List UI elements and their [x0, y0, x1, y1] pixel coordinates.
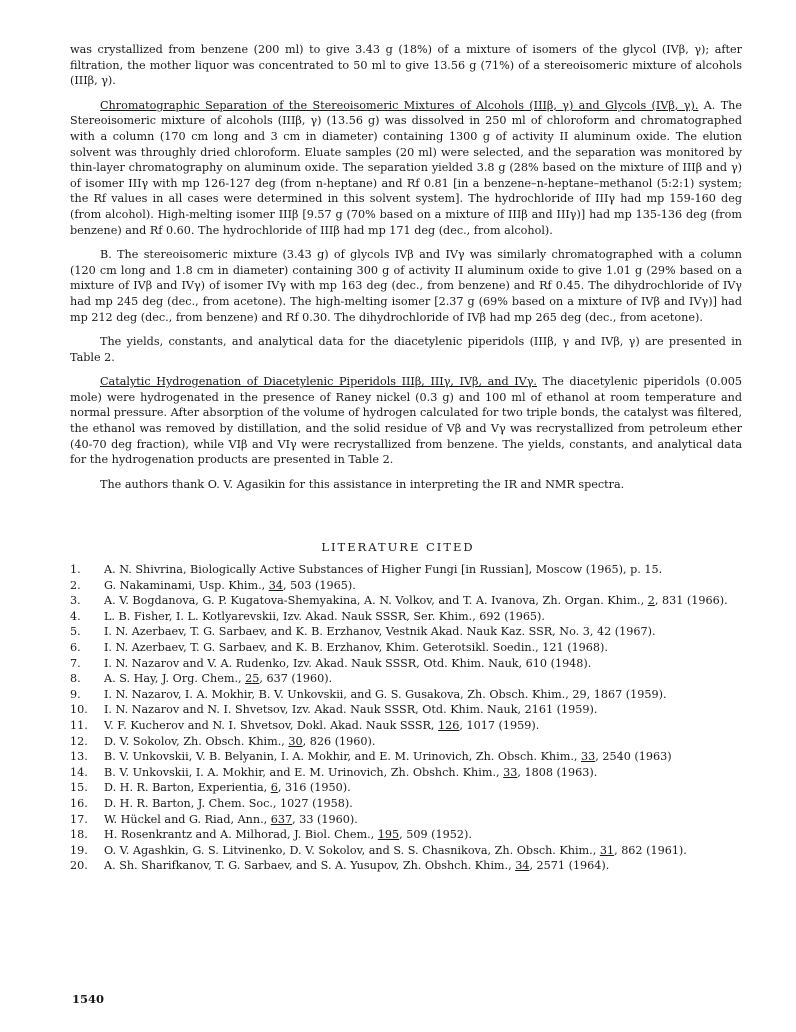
text-run: L. B. Fisher, I. L. Kotlyarevskii, Izv. Akad. Nauk SSSR, Ser. Khim., 692 (1965).	[104, 609, 545, 623]
reference-text	[104, 765, 742, 781]
reference-text	[104, 702, 742, 718]
reference-text	[104, 858, 742, 874]
reference-text	[104, 578, 742, 594]
text-run: , 862 (1961).	[614, 843, 687, 857]
underlined-text: 33	[581, 750, 596, 764]
reference-text	[104, 640, 742, 656]
text-run: B. V. Unkovskii, I. A. Mokhir, and E. M. Urinovich, Zh. Obshch. Khim.,	[104, 765, 504, 779]
reference-number: 19.	[70, 843, 88, 857]
text-run: I. N. Azerbaev, T. G. Sarbaev, and K. B. Erzhanov, Vestnik Akad. Nauk Kaz. SSR, No. 3, 42 (1967).	[104, 625, 656, 639]
text-run: D. H. R. Barton, J. Chem. Soc., 1027 (1958).	[104, 796, 353, 810]
text-run: , 316 (1950).	[277, 781, 351, 795]
text-run: The diacetylenic piperidols (0.005 mole) were hydrogenated in the presence of Raney nickel (0.3 g) and 100 ml of ethanol at room temperature and normal pressure. After absorption of the volume of hydrogen calculated for two triple bonds, the catalyst was filtered, the ethanol was removed by distillation, and the solid residue of Vβ and Vγ was recrystallized from petroleum ether (40-70 deg fraction), while VIβ and VIγ were recrystallized from benzene. The yields, constants, and analytical data for the hydrogenation products are presented in Table 2.	[70, 375, 742, 467]
reference-text	[104, 656, 742, 672]
reference-item	[70, 562, 742, 578]
reference-text	[104, 749, 742, 765]
reference-text	[104, 609, 742, 625]
reference-item	[70, 734, 742, 750]
reference-item	[70, 827, 742, 843]
references-list	[70, 562, 742, 874]
paragraph	[70, 42, 742, 89]
reference-text	[104, 671, 742, 687]
text-run: A. S. Hay, J. Org. Chem.,	[104, 672, 246, 686]
reference-number: 10.	[70, 703, 88, 717]
reference-number: 9.	[70, 687, 81, 701]
text-run: , 1017 (1959).	[459, 718, 540, 732]
text-run: , 509 (1952).	[399, 828, 472, 842]
reference-number: 7.	[70, 656, 81, 670]
reference-text	[104, 562, 742, 578]
reference-number: 18.	[70, 828, 88, 842]
underlined-text: 6	[270, 781, 278, 795]
text-run: The yields, constants, and analytical data for the diacetylenic piperidols (IIIβ, γ and IVβ, γ) are presented in Table 2.	[70, 335, 742, 364]
underlined-text: 637	[270, 812, 293, 826]
text-run: , 831 (1966).	[654, 594, 728, 608]
reference-item	[70, 718, 742, 734]
reference-text	[104, 827, 742, 843]
paragraph	[70, 247, 742, 325]
underlined-text: 30	[288, 734, 303, 748]
text-run: A. Sh. Sharifkanov, T. G. Sarbaev, and S. A. Yusupov, Zh. Obshch. Khim.,	[104, 859, 516, 873]
reference-item	[70, 624, 742, 640]
reference-item	[70, 780, 742, 796]
underlined-text: 34	[515, 859, 530, 873]
text-run: W. Hückel and G. Riad, Ann.,	[104, 812, 271, 826]
reference-item	[70, 858, 742, 874]
reference-number: 3.	[70, 594, 81, 608]
page-number: 1540	[72, 992, 105, 1006]
text-run: V. F. Kucherov and N. I. Shvetsov, Dokl. Akad. Nauk SSSR,	[104, 718, 439, 732]
reference-number: 16.	[70, 796, 88, 810]
text-run: O. V. Agashkin, G. S. Litvinenko, D. V. Sokolov, and S. S. Chasnikova, Zh. Obsch. Khim.,	[104, 843, 600, 857]
text-run: D. H. R. Barton, Experientia,	[104, 781, 271, 795]
reference-item	[70, 812, 742, 828]
underlined-text: 25	[245, 672, 260, 686]
underlined-text: 126	[438, 718, 460, 732]
reference-text	[104, 718, 742, 734]
reference-item	[70, 671, 742, 687]
reference-item	[70, 578, 742, 594]
text-run: , 637 (1960).	[259, 672, 333, 686]
underlined-text: Catalytic Hydrogenation of Diacetylenic Piperidols IIIβ, IIIγ, IVβ, and IVγ.	[100, 375, 537, 389]
reference-item	[70, 796, 742, 812]
text-run: I. N. Nazarov and V. A. Rudenko, Izv. Akad. Nauk SSSR, Otd. Khim. Nauk, 610 (1948).	[104, 656, 592, 670]
reference-number: 20.	[70, 859, 88, 873]
reference-item	[70, 609, 742, 625]
underlined-text: 195	[377, 828, 400, 842]
reference-number: 14.	[70, 765, 88, 779]
text-run: A. N. Shivrina, Biologically Active Substances of Higher Fungi [in Russian], Moscow (1965), p. 15.	[104, 563, 663, 576]
reference-item	[70, 656, 742, 672]
underlined-text: 2	[647, 594, 655, 608]
reference-number: 6.	[70, 640, 81, 654]
paragraph	[70, 98, 742, 238]
text-run: , 826 (1960).	[302, 734, 376, 748]
reference-number: 2.	[70, 578, 81, 592]
reference-item	[70, 640, 742, 656]
text-run: B. The stereoisomeric mixture (3.43 g) of glycols IVβ and IVγ was similarly chromatographed with a column (120 cm long and 1.8 cm in diameter) containing 300 g of activity II aluminum oxide to give 1.01 g (29% based on a mixture of IVβ and IVγ) of isomer IVγ with mp 163 deg (dec., from benzene) and Rf 0.45. The dihydrochloride of IVγ had mp 245 deg (dec., from acetone). The high-melting isomer [2.37 g (69% based on a mixture of IVβ and IVγ)] had mp 212 deg (dec., from benzene) and Rf 0.30. The dihydrochloride of IVβ had mp 265 deg (dec., from acetone).	[70, 248, 742, 324]
reference-text	[104, 812, 742, 828]
text-run: G. Nakaminami, Usp. Khim.,	[104, 578, 269, 592]
paragraph	[70, 374, 742, 468]
reference-text	[104, 624, 742, 640]
reference-item	[70, 593, 742, 609]
text-run: I. N. Nazarov, I. A. Mokhir, B. V. Unkovskii, and G. S. Gusakova, Zh. Obsch. Khim., 29, 1867 (1959).	[104, 687, 667, 701]
reference-item	[70, 749, 742, 765]
reference-item	[70, 702, 742, 718]
text-run: A. V. Bogdanova, G. P. Kugatova-Shemyakina, A. N. Volkov, and T. A. Ivanova, Zh. Organ. Khim.,	[104, 594, 648, 608]
paragraph	[70, 477, 742, 493]
reference-item	[70, 765, 742, 781]
reference-text	[104, 843, 742, 859]
reference-text	[104, 780, 742, 796]
reference-number: 12.	[70, 734, 88, 748]
reference-text	[104, 687, 742, 703]
paragraph	[70, 334, 742, 365]
reference-number: 13.	[70, 750, 88, 764]
reference-number: 15.	[70, 781, 88, 795]
text-run: , 1808 (1963).	[517, 765, 598, 779]
reference-text	[104, 796, 742, 812]
reference-number: 4.	[70, 609, 81, 623]
text-run: The authors thank O. V. Agasikin for this assistance in interpreting the IR and NMR spectra.	[100, 477, 625, 491]
reference-number: 8.	[70, 672, 81, 686]
reference-item	[70, 843, 742, 859]
reference-number: 17.	[70, 812, 88, 826]
text-run: was crystallized from benzene (200 ml) to give 3.43 g (18%) of a mixture of isomers of the glycol (IVβ, γ); after filtration, the mother liquor was concentrated to 50 ml to give 13.56 g (71%) of a stereoisomeric mixture of alcohols (IIIβ, γ).	[70, 43, 742, 88]
reference-text	[104, 593, 742, 609]
text-run: B. V. Unkovskii, V. B. Belyanin, I. A. Mokhir, and E. M. Urinovich, Zh. Obsch. Khim.,	[104, 750, 581, 764]
text-run: D. V. Sokolov, Zh. Obsch. Khim.,	[104, 734, 289, 748]
references-heading: LITERATURE CITED	[321, 540, 475, 554]
underlined-text: Chromatographic Separation of the Stereoisomeric Mixtures of Alcohols (IIIβ, γ) and Glycols (IVβ, γ).	[100, 98, 699, 112]
text-run: , 2540 (1963)	[595, 750, 672, 764]
text-run: , 33 (1960).	[292, 812, 358, 826]
text-run: H. Rosenkrantz and A. Milhorad, J. Biol. Chem.,	[104, 828, 378, 842]
text-run: A. The Stereoisomeric mixture of alcohols (IIIβ, γ) (13.56 g) was dissolved in 250 ml of chloroform and chromatographed with a column (170 cm long and 3 cm in diameter) containing 1300 g of activity II aluminum oxide. The elution solvent was throughly dried chloroform. Eluate samples (20 ml) were selected, and the separation was monitored by thin-layer chromatography on aluminum oxide. The separation yielded 3.8 g (28% based on the mixture of IIIβ and γ) of isomer IIIγ with mp 126-127 deg (from n-heptane) and Rf 0.81 [in a benzene–n-heptane–methanol (5:2:1) system; the Rf values in all cases were determined in this solvent system]. The hydrochloride of IIIγ had mp 159-160 deg (from alcohol). High-melting isomer IIIβ [9.57 g (70% based on a mixture of IIIβ and IIIγ)] had mp 135-136 deg (from benzene) and Rf 0.60. The hydrochloride of IIIβ had mp 171 deg (dec., from alcohol).	[70, 98, 742, 237]
body-text	[70, 42, 742, 501]
text-run: I. N. Azerbaev, T. G. Sarbaev, and K. B. Erzhanov, Khim. Geterotsikl. Soedin., 121 (1968).	[104, 640, 608, 654]
reference-number: 5.	[70, 625, 81, 639]
reference-number: 11.	[70, 718, 88, 732]
underlined-text: 34	[268, 578, 284, 592]
reference-number: 1.	[70, 563, 81, 576]
underlined-text: 31	[599, 843, 615, 857]
text-run: , 503 (1965).	[283, 578, 356, 592]
underlined-text: 33	[503, 765, 518, 779]
reference-item	[70, 687, 742, 703]
text-run: I. N. Nazarov and N. I. Shvetsov, Izv. Akad. Nauk SSSR, Otd. Khim. Nauk, 2161 (1959).	[104, 703, 598, 717]
reference-text	[104, 734, 742, 750]
text-run: , 2571 (1964).	[529, 859, 610, 873]
